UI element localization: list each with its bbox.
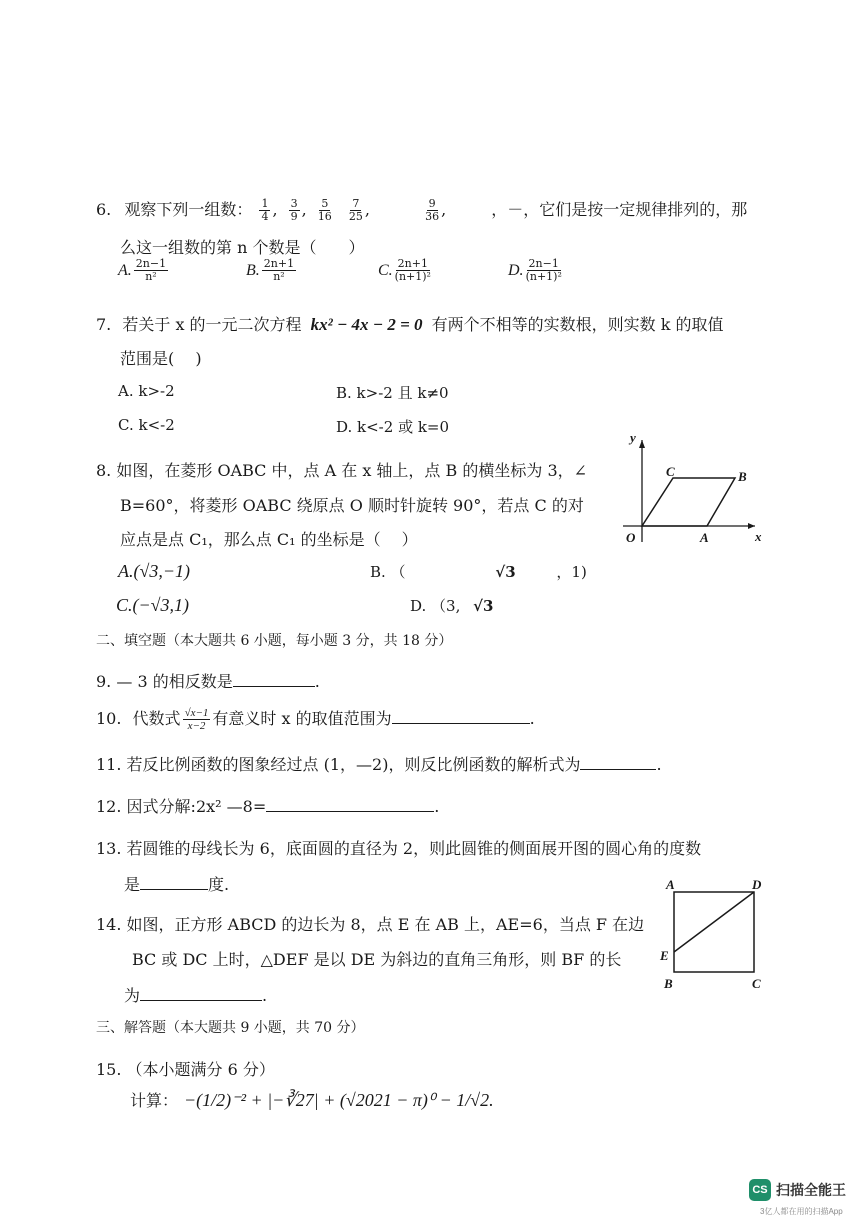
q7-option-d: D. k<-2 或 k=0 [336,418,450,436]
q13-blank [140,875,208,890]
fig8-label-y: y [630,430,636,445]
fig14-label-b: B [664,976,673,991]
q7-option-c: C. k<-2 [118,416,175,434]
q10-blank [392,709,530,724]
q7-option-a: A. k>-2 [118,382,175,400]
q6-lead: 观察下列一组数： [124,200,253,219]
q14-line2: BC 或 DC 上时，△DEF 是以 DE 为斜边的直角三角形，则 BF 的长 [132,950,622,969]
section-3-heading: 三、解答题（本大题共 9 小题，共 70 分） [96,1020,365,1036]
square-figure [670,888,760,978]
q6-frac-1: $\frac{1}{4}$ [261,197,269,223]
fig14-label-c: C [752,976,761,991]
segment-de [674,892,754,952]
q8-line3: 应点是点 C₁，那么点 C₁ 的坐标是（ ） [120,530,418,549]
rhombus-figure [615,430,765,550]
fig8-label-c: C [666,464,675,479]
q8-line1: 8. 如图，在菱形 OABC 中，点 A 在 x 轴上，点 B 的横坐标为 3，∠ [96,461,588,480]
q9-blank [233,672,315,687]
q6-frac-5: $\frac{9}{36}$ [425,197,440,223]
q7-line2: 范围是( ) [120,349,202,368]
q6-frac-2: $\frac{3}{9}$ [290,197,298,223]
q7-equation: kx² − 4x − 2 = 0 [310,315,423,334]
fig14-label-e: E [660,948,669,963]
q8-option-c: C.(−√3,1) [116,595,190,615]
y-axis-arrow [639,440,645,448]
q11: 11. 若反比例函数的图象经过点 (1，—2)，则反比例函数的解析式为 . [96,755,662,774]
q13-line1: 13. 若圆锥的母线长为 6，底面圆的直径为 2，则此圆锥的侧面展开图的圆心角的度数 [96,839,702,858]
q15-title: 15. （本小题满分 6 分） [96,1060,275,1079]
q14-line3: 为 . [124,986,268,1005]
q6-frac-3: $\frac{5}{16}$ [317,197,332,223]
q12: 12. 因式分解:2x² —8= . [96,797,440,816]
q8-line2: B=60°，将菱形 OABC 绕原点 O 顺时针旋转 90°，若点 C 的对 [120,496,584,515]
q6-option-c: C. $\frac{2n+1}{\text{(n+1)²}}$ [378,257,431,283]
q6-frac-4: $\frac{7}{25}$ [348,197,363,223]
x-axis-arrow [748,523,755,529]
rhombus-oabc [642,478,735,526]
fig8-label-a: A [700,530,709,545]
q8-option-d: D. （3, √3 [410,597,494,615]
fig14-label-d: D [752,877,762,892]
q14-blank [140,986,262,1001]
q10: 10. 代数式 $\frac{√x-1}{x-2}$ 有意义时 x 的取值范围为 . [96,707,535,732]
camscanner-name: 扫描全能王 [776,1182,846,1198]
camscanner-slogan: 3亿人都在用的扫描App [760,1207,843,1216]
q6-option-b: B. $\frac{2n+1}{\text{n²}}$ [246,257,295,283]
q7-line1: 7. 若关于 x 的一元二次方程 kx² − 4x − 2 = 0 有两个不相等的实数根，则实数 k 的取值 [96,315,724,334]
q6-line1: 6. 观察下列一组数： $\frac{1}{4}$ , $\frac{3}{9}$ , $\frac{5}{16}$ $\frac{7}{25}$ , $\frac{9}{36}$ , ，－，它们是按一定规律排列的，那 [96,197,748,223]
q6-line2: 么这一组数的第 n 个数是（ ） [120,238,365,257]
q15-expression: 计算： −(1/2)⁻² + |−∛27| + (√2021 − π)⁰ − 1/√2. [130,1090,494,1110]
square-abcd [674,892,754,972]
q6-number: 6. [96,200,112,219]
q8-option-b: B. （ √3 ，1) [370,563,587,581]
fig8-label-b: B [738,469,747,484]
fig8-label-x: x [755,529,762,544]
q6-tail: ，－，它们是按一定规律排列的，那 [491,200,748,219]
q12-blank [266,797,434,812]
q7-option-b: B. k>-2 且 k≠0 [336,384,449,402]
q6-option-a: A. $\frac{2n-1}{\text{n²}}$ [118,257,167,283]
q13-line2: 是 度. [124,875,230,894]
camscanner-logo-icon: CS [749,1179,771,1201]
q9: 9. — 3 的相反数是 . [96,672,320,691]
fig14-label-a: A [666,877,675,892]
fig8-label-o: O [626,530,636,545]
section-2-heading: 二、填空题（本大题共 6 小题，每小题 3 分，共 18 分） [96,633,453,649]
q14-line1: 14. 如图，正方形 ABCD 的边长为 8，点 E 在 AB 上，AE=6，当点 F 在边 [96,915,645,934]
q10-fraction: $\frac{√x-1}{x-2}$ [184,707,209,732]
q6-option-d: D. $\frac{2n-1}{\text{(n+1)²}}$ [508,257,562,283]
q11-blank [580,755,656,770]
q8-option-a: A.(√3,−1) [118,561,191,581]
